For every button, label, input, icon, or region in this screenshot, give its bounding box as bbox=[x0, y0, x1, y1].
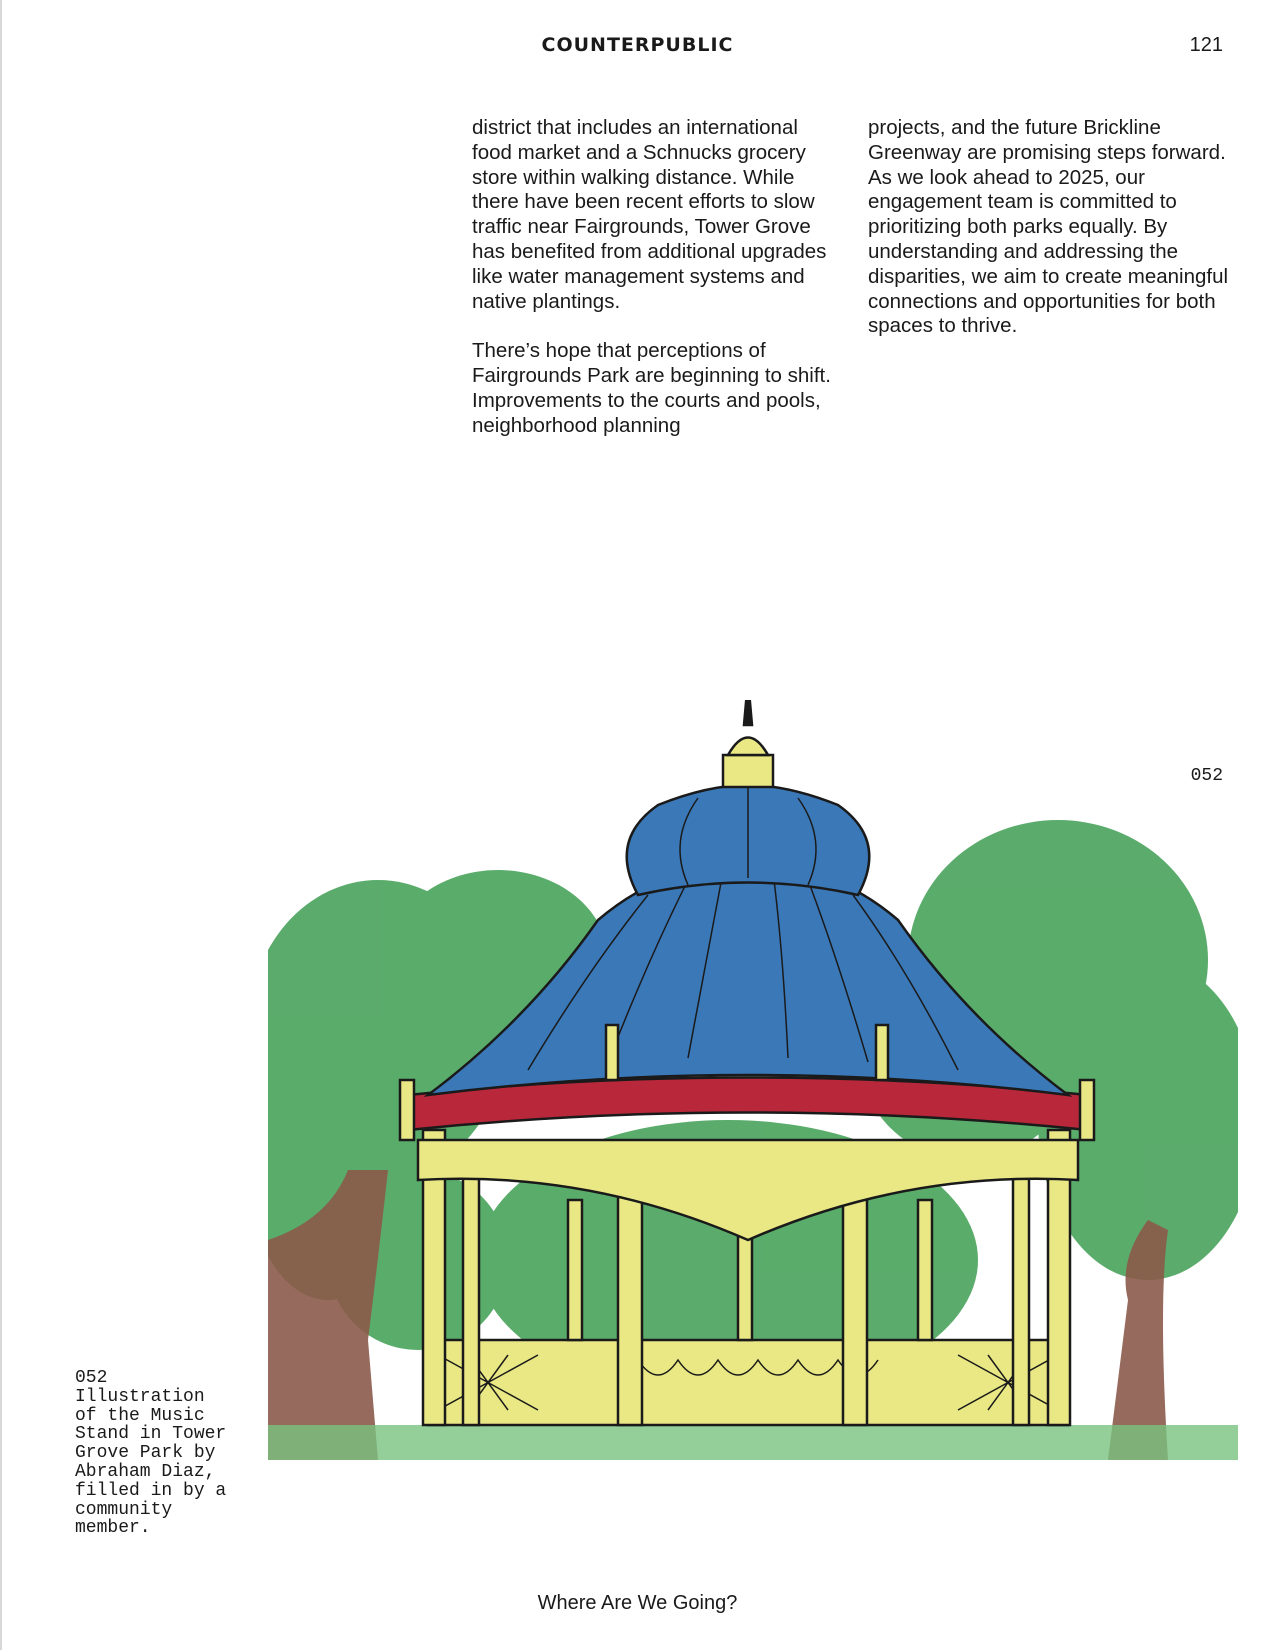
music-stand-illustration bbox=[268, 700, 1238, 1540]
page-edge bbox=[0, 0, 2, 1650]
figure-number: 052 bbox=[1190, 766, 1223, 786]
paragraph: district that includes an international food market and a Schnucks grocery store within walking distance. While there have been recent efforts to slow traffic near Fairgrounds, Tower Grove has benefited from additional upgrades like water management systems and native plantings. bbox=[472, 116, 827, 313]
body-column-left bbox=[472, 116, 842, 463]
page-number: 121 bbox=[1189, 34, 1223, 56]
body-column-right bbox=[868, 116, 1248, 364]
paragraph: projects, and the future Brickline Greenway are promising steps forward. As we look ahead to 2025, our engagement team is committed to prioritizing both parks equally. By understanding and addressing the disparities, we aim to create meaningful connections and opportunities for both spaces to thrive. bbox=[868, 116, 1229, 338]
figure-caption: 052 Illustration of the Music Stand in Tower Grove Park by Abraham Diaz, filled in by a community member. bbox=[75, 1368, 227, 1539]
section-footer: Where Are We Going? bbox=[537, 1592, 738, 1614]
paragraph: There’s hope that perceptions of Fairgrounds Park are beginning to shift. Improvements to the courts and pools, neighborhood planning bbox=[472, 339, 831, 437]
ground-grass bbox=[268, 1425, 1238, 1460]
publication-masthead: COUNTERPUBLIC bbox=[541, 34, 734, 56]
